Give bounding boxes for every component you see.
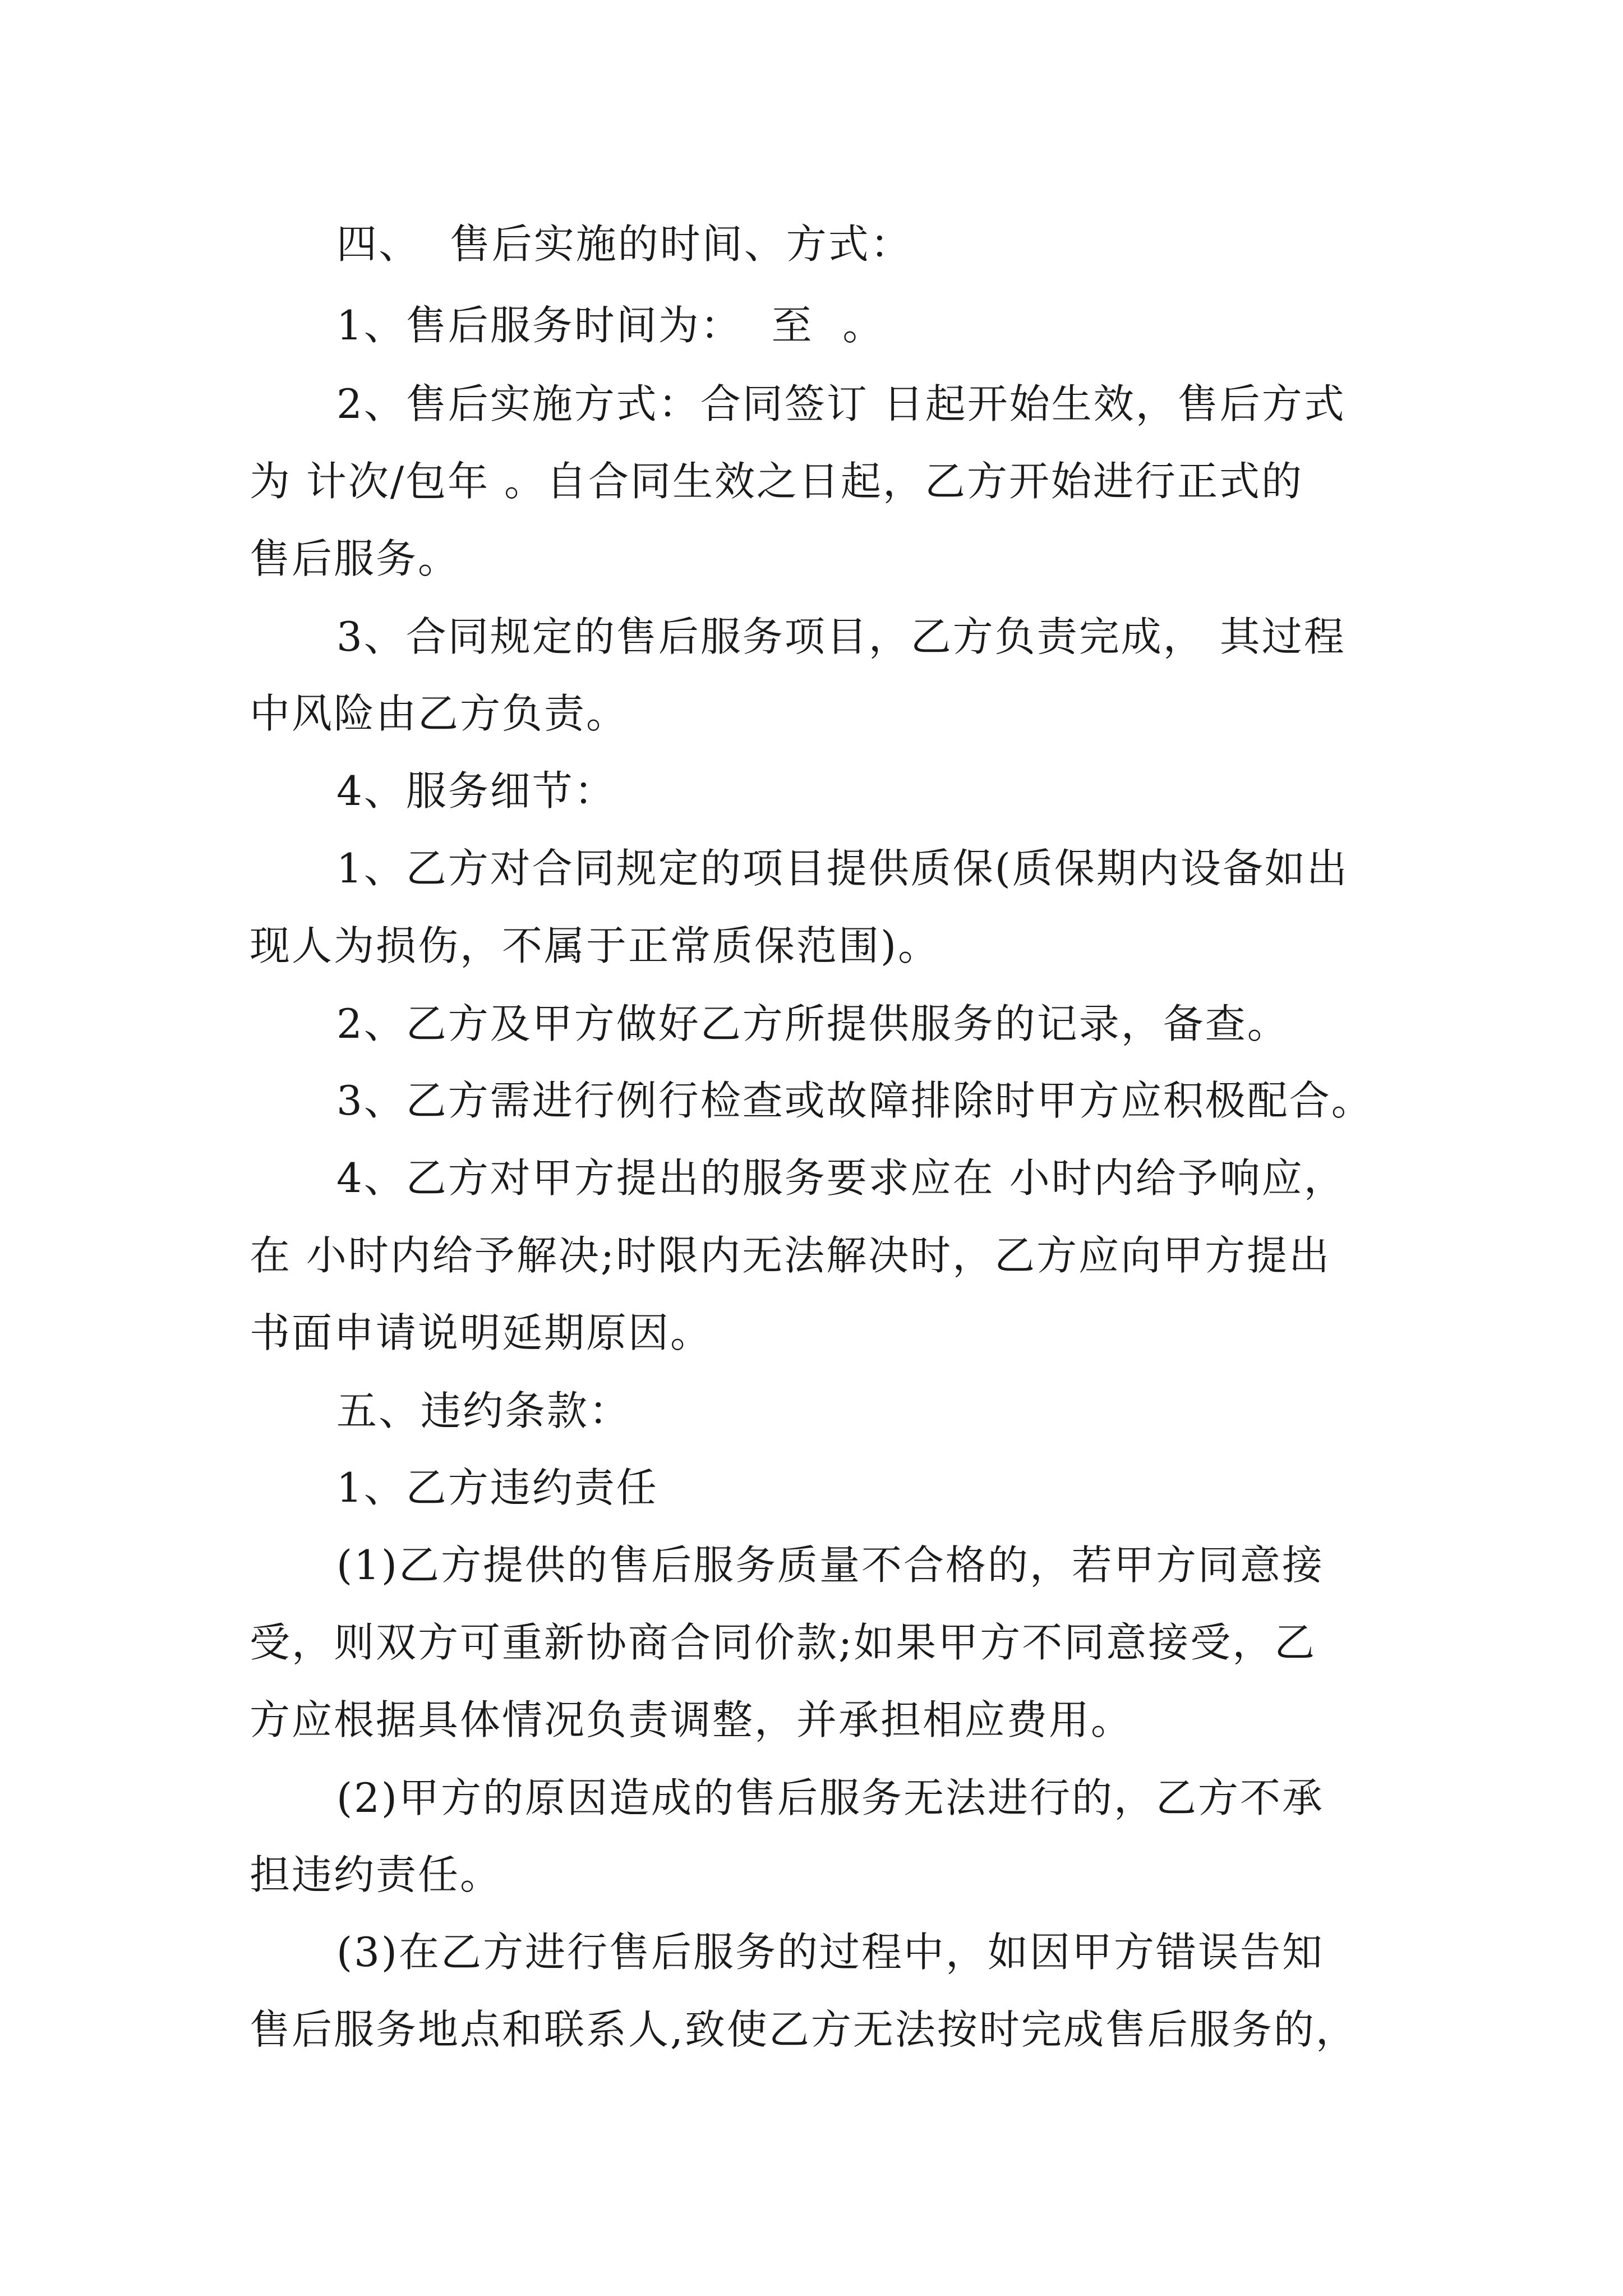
paragraph-line: (1)乙方提供的售后服务质量不合格的，若甲方同意接 [336, 1542, 1324, 1589]
paragraph-line: 担违约责任。 [250, 1851, 502, 1898]
paragraph-line: 3、合同规定的售后服务项目，乙方负责完成， 其过程 [336, 613, 1346, 660]
paragraph-line: 4、乙方对甲方提出的服务要求应在 小时内给予响应， [336, 1154, 1346, 1202]
paragraph-line: 4、服务细节： [336, 767, 616, 815]
paragraph-line: 方应根据具体情况负责调整，并承担相应费用。 [250, 1696, 1133, 1743]
paragraph-line: 在 小时内给予解决;时限内无法解决时，乙方应向甲方提出 [250, 1232, 1331, 1279]
paragraph-line: 售后服务地点和联系人,致使乙方无法按时完成售后服务的， [250, 2006, 1358, 2053]
paragraph-line: 1、乙方违约责任 [336, 1464, 658, 1511]
paragraph-line: 售后服务。 [250, 535, 460, 582]
paragraph-line: 为 计次/包年 。自合同生效之日起，乙方开始进行正式的 [250, 458, 1304, 505]
paragraph-line: 3、乙方需进行例行检查或故障排除时甲方应积极配合。 [336, 1077, 1373, 1124]
paragraph-line: 1、乙方对合同规定的项目提供质保(质保期内设备如出 [336, 845, 1349, 892]
paragraph-line: 现人为损伤，不属于正常质保范围)。 [250, 922, 940, 969]
paragraph-line: (2)甲方的原因造成的售后服务无法进行的，乙方不承 [336, 1774, 1324, 1821]
paragraph-line: 书面申请说明延期原因。 [250, 1309, 713, 1356]
paragraph-line: (3)在乙方进行售后服务的过程中，如因甲方错误告知 [336, 1929, 1324, 1976]
section-heading: 四、 售后实施的时间、方式： [336, 220, 912, 268]
paragraph-line: 1、售后服务时间为： 至 。 [336, 302, 885, 349]
paragraph-line: 受，则双方可重新协商合同价款;如果甲方不同意接受，乙 [250, 1619, 1317, 1666]
paragraph-line: 2、乙方及甲方做好乙方所提供服务的记录，备查。 [336, 1000, 1289, 1047]
paragraph-line: 中风险由乙方负责。 [250, 690, 629, 737]
section-heading: 五、违约条款： [336, 1387, 631, 1434]
paragraph-line: 2、售后实施方式：合同签订 日起开始生效，售后方式 [336, 380, 1346, 427]
